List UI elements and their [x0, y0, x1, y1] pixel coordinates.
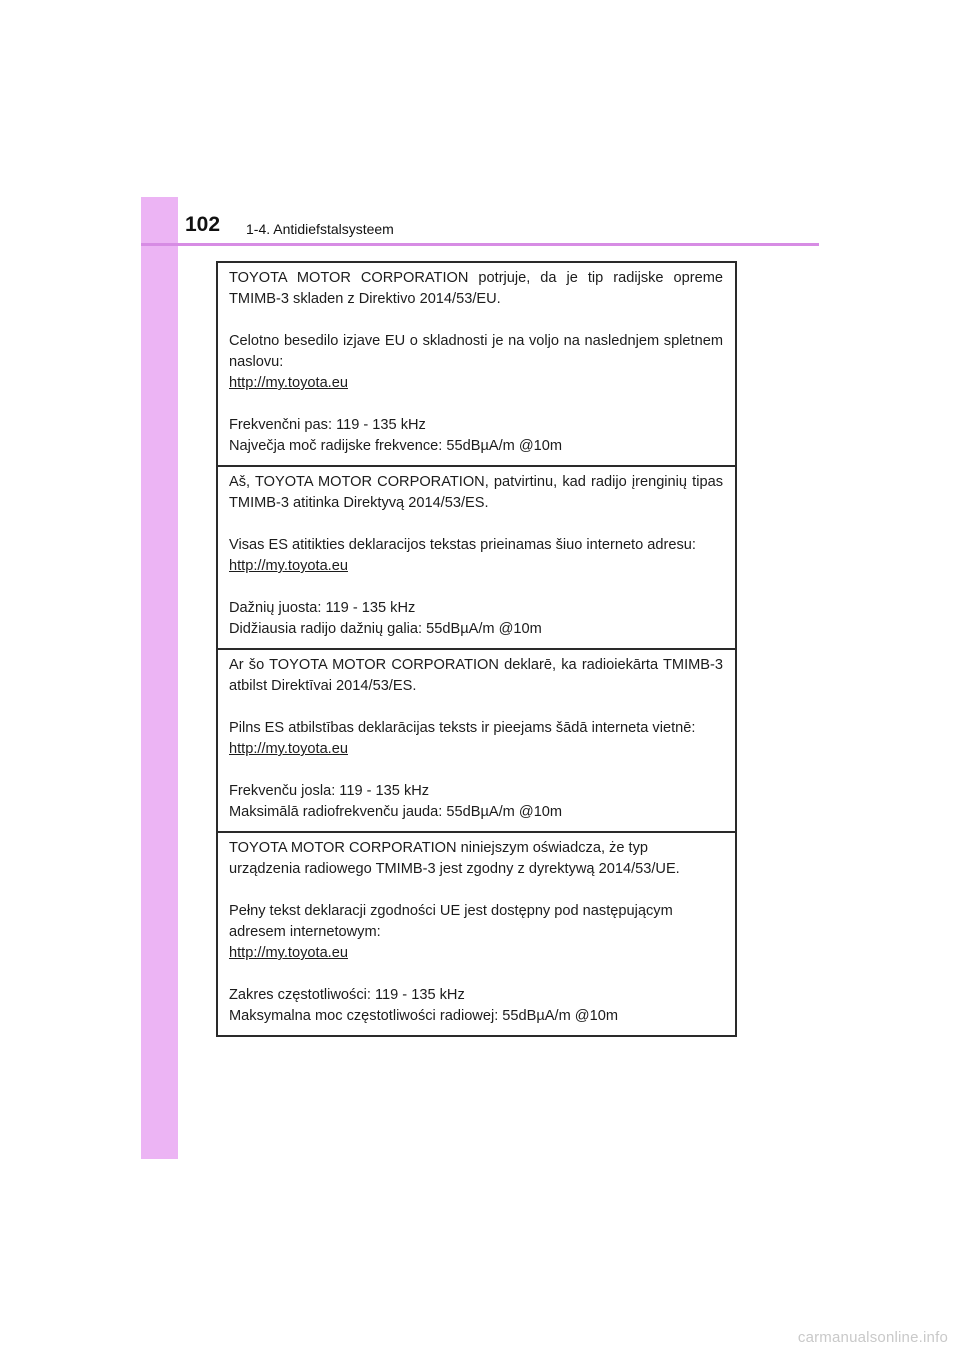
frequency-band: Frekvenču josla: 119 - 135 kHz [229, 783, 430, 799]
declaration-statement: TOYOTA MOTOR CORPORATION niniejszym oświadcza, że typ urządzenia radiowego TMIMB-3 jest zgodny z dyrektywą 2014/53/UE. [229, 840, 680, 877]
frequency-band: Frekvenčni pas: 119 - 135 kHz [229, 417, 426, 433]
chapter-tab-strip [141, 197, 178, 1159]
declaration-block-lithuanian [218, 465, 735, 648]
declaration-url-link[interactable]: http://my.toyota.eu [229, 945, 348, 961]
declaration-url-link[interactable]: http://my.toyota.eu [229, 375, 348, 391]
header-rule [141, 243, 819, 246]
max-power: Maksymalna moc częstotliwości radiowej: 55dBµA/m @10m [229, 1008, 619, 1024]
declaration-intro: Visas ES atitikties deklaracijos tekstas prieinamas šiuo interneto adresu: [229, 537, 696, 553]
declaration-url-link[interactable]: http://my.toyota.eu [229, 558, 348, 574]
declaration-block-polish [218, 831, 735, 1035]
declaration-intro: Celotno besedilo izjave EU o skladnosti je na voljo na naslednjem spletnem naslovu: [229, 333, 723, 370]
section-title: 1-4. Antidiefstalsysteem [246, 221, 394, 237]
declaration-statement: TOYOTA MOTOR CORPORATION potrjuje, da je tip radijske opreme TMIMB-3 skladen z Direktivo 2014/53/EU. [229, 270, 723, 307]
max-power: Največja moč radijske frekvence: 55dBµA/m @10m [229, 438, 563, 454]
max-power: Maksimālā radiofrekvenču jauda: 55dBµA/m @10m [229, 804, 563, 820]
site-watermark: carmanualsonline.info [797, 1329, 948, 1346]
declaration-block-latvian [218, 648, 735, 831]
declaration-block-slovenian [218, 263, 735, 465]
declaration-table [216, 261, 737, 1037]
declaration-statement: Aš, TOYOTA MOTOR CORPORATION, patvirtinu, kad radijo įrenginių tipas TMIMB-3 atitinka Direktyvą 2014/53/ES. [229, 474, 723, 511]
frequency-band: Dažnių juosta: 119 - 135 kHz [229, 600, 416, 616]
frequency-band: Zakres częstotliwości: 119 - 135 kHz [229, 987, 465, 1003]
page-number: 102 [185, 213, 221, 236]
declaration-intro: Pełny tekst deklaracji zgodności UE jest dostępny pod następującym adresem internetowym: [229, 903, 673, 940]
max-power: Didžiausia radijo dažnių galia: 55dBµA/m @10m [229, 621, 542, 637]
declaration-intro: Pilns ES atbilstības deklarācijas teksts ir pieejams šādā interneta vietnē: [229, 720, 696, 736]
declaration-url-link[interactable]: http://my.toyota.eu [229, 741, 348, 757]
declaration-statement: Ar šo TOYOTA MOTOR CORPORATION deklarē, ka radioiekārta TMIMB-3 atbilst Direktīvai 2014/53/ES. [229, 657, 723, 694]
